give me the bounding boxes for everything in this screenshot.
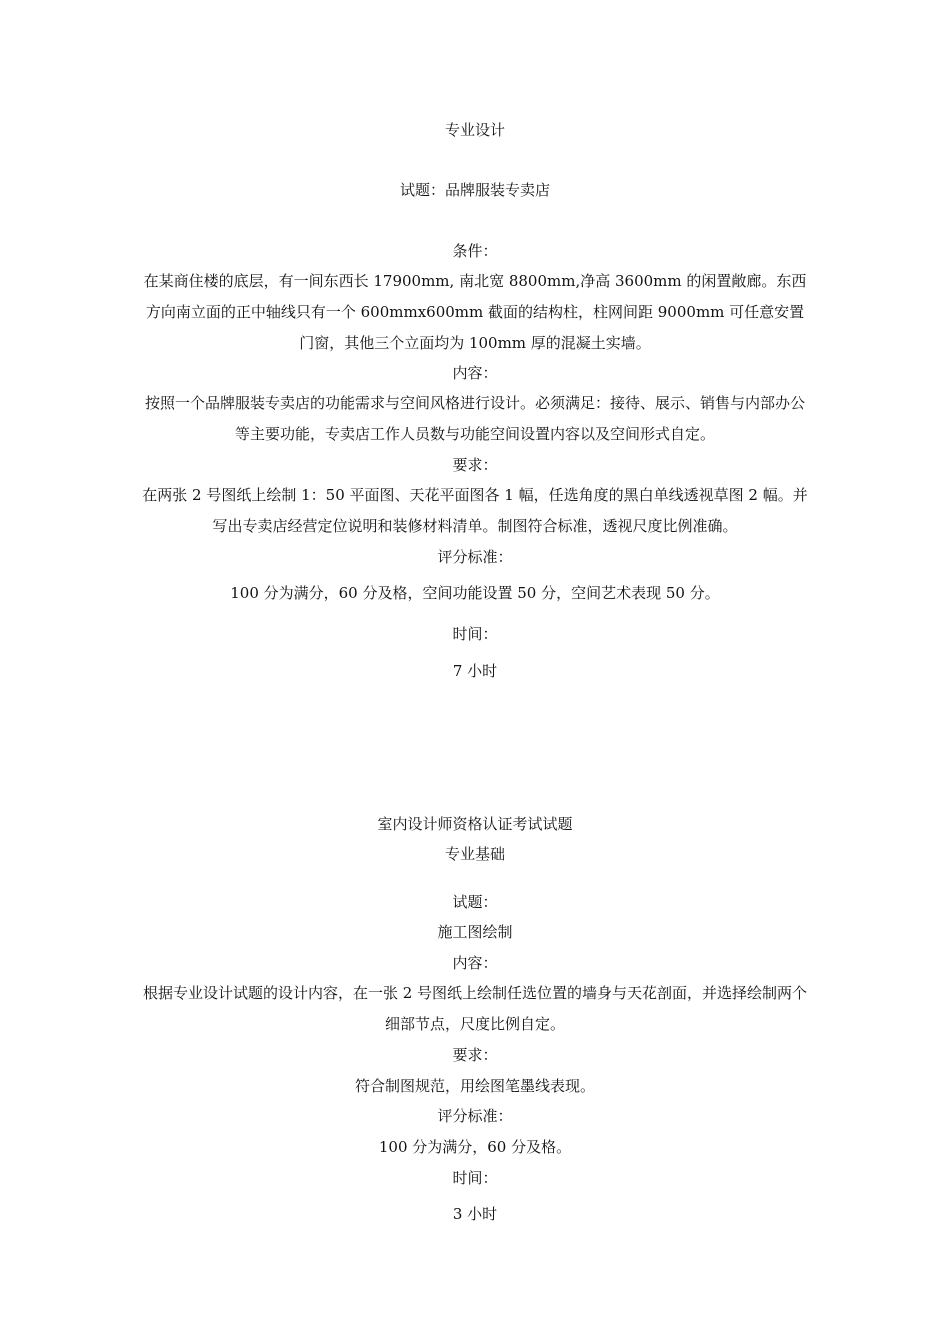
section1-heading: 专业设计 xyxy=(444,121,505,139)
section2-requirements-label: 要求： xyxy=(452,1046,498,1064)
section1-topic: 试题：品牌服装专卖店 xyxy=(399,181,550,199)
section1-conditions-text: 在某商住楼的底层，有一间东西长 17900mm, 南北宽 8800mm,净高 3600mm 的闲置敞廊。东西方向南立面的正中轴线只有一个 600mmx600mm 截面的结构柱，柱网间距 9000mm 可任意安置门窗，其他三个立面均为 100mm 厚的混凝土实墙。 xyxy=(143,272,807,352)
section2-time-value: 3 小时 xyxy=(452,1205,498,1223)
section2-exam-title: 室内设计师资格认证考试试题 xyxy=(377,815,573,833)
section2-content-label: 内容： xyxy=(452,954,498,972)
section2-topic-label: 试题： xyxy=(452,893,498,911)
section1-scoring-label: 评分标准： xyxy=(437,548,513,566)
section1-time-label: 时间： xyxy=(452,625,498,643)
section1-content-label: 内容： xyxy=(452,364,498,382)
section2-scoring-text: 100 分为满分，60 分及格。 xyxy=(378,1138,572,1156)
section2-topic-value: 施工图绘制 xyxy=(437,923,513,941)
section1-content-text: 按照一个品牌服装专卖店的功能需求与空间风格进行设计。必须满足：接待、展示、销售与内部办公等主要功能，专卖店工作人员数与功能空间设置内容以及空间形式自定。 xyxy=(144,394,805,443)
section2-time-label: 时间： xyxy=(452,1169,498,1187)
section2-requirements-text: 符合制图规范，用绘图笔墨线表现。 xyxy=(354,1077,595,1095)
section2-scoring-label: 评分标准： xyxy=(437,1107,513,1125)
section1-conditions-label: 条件： xyxy=(452,242,498,260)
section2-heading: 专业基础 xyxy=(444,845,505,863)
section1-time-value: 7 小时 xyxy=(452,662,498,680)
section1-scoring-text: 100 分为满分，60 分及格，空间功能设置 50 分，空间艺术表现 50 分。 xyxy=(230,584,720,602)
section2-content-text: 根据专业设计试题的设计内容，在一张 2 号图纸上绘制任选位置的墙身与天花剖面，并选择绘制两个细部节点，尺度比例自定。 xyxy=(142,984,808,1033)
section1-requirements-text: 在两张 2 号图纸上绘制 1：50 平面图、天花平面图各 1 幅，任选角度的黑白单线透视草图 2 幅。并写出专卖店经营定位说明和装修材料清单。制图符合标准，透视尺度比例准确。 xyxy=(142,486,808,535)
section1-requirements-label: 要求： xyxy=(452,456,498,474)
